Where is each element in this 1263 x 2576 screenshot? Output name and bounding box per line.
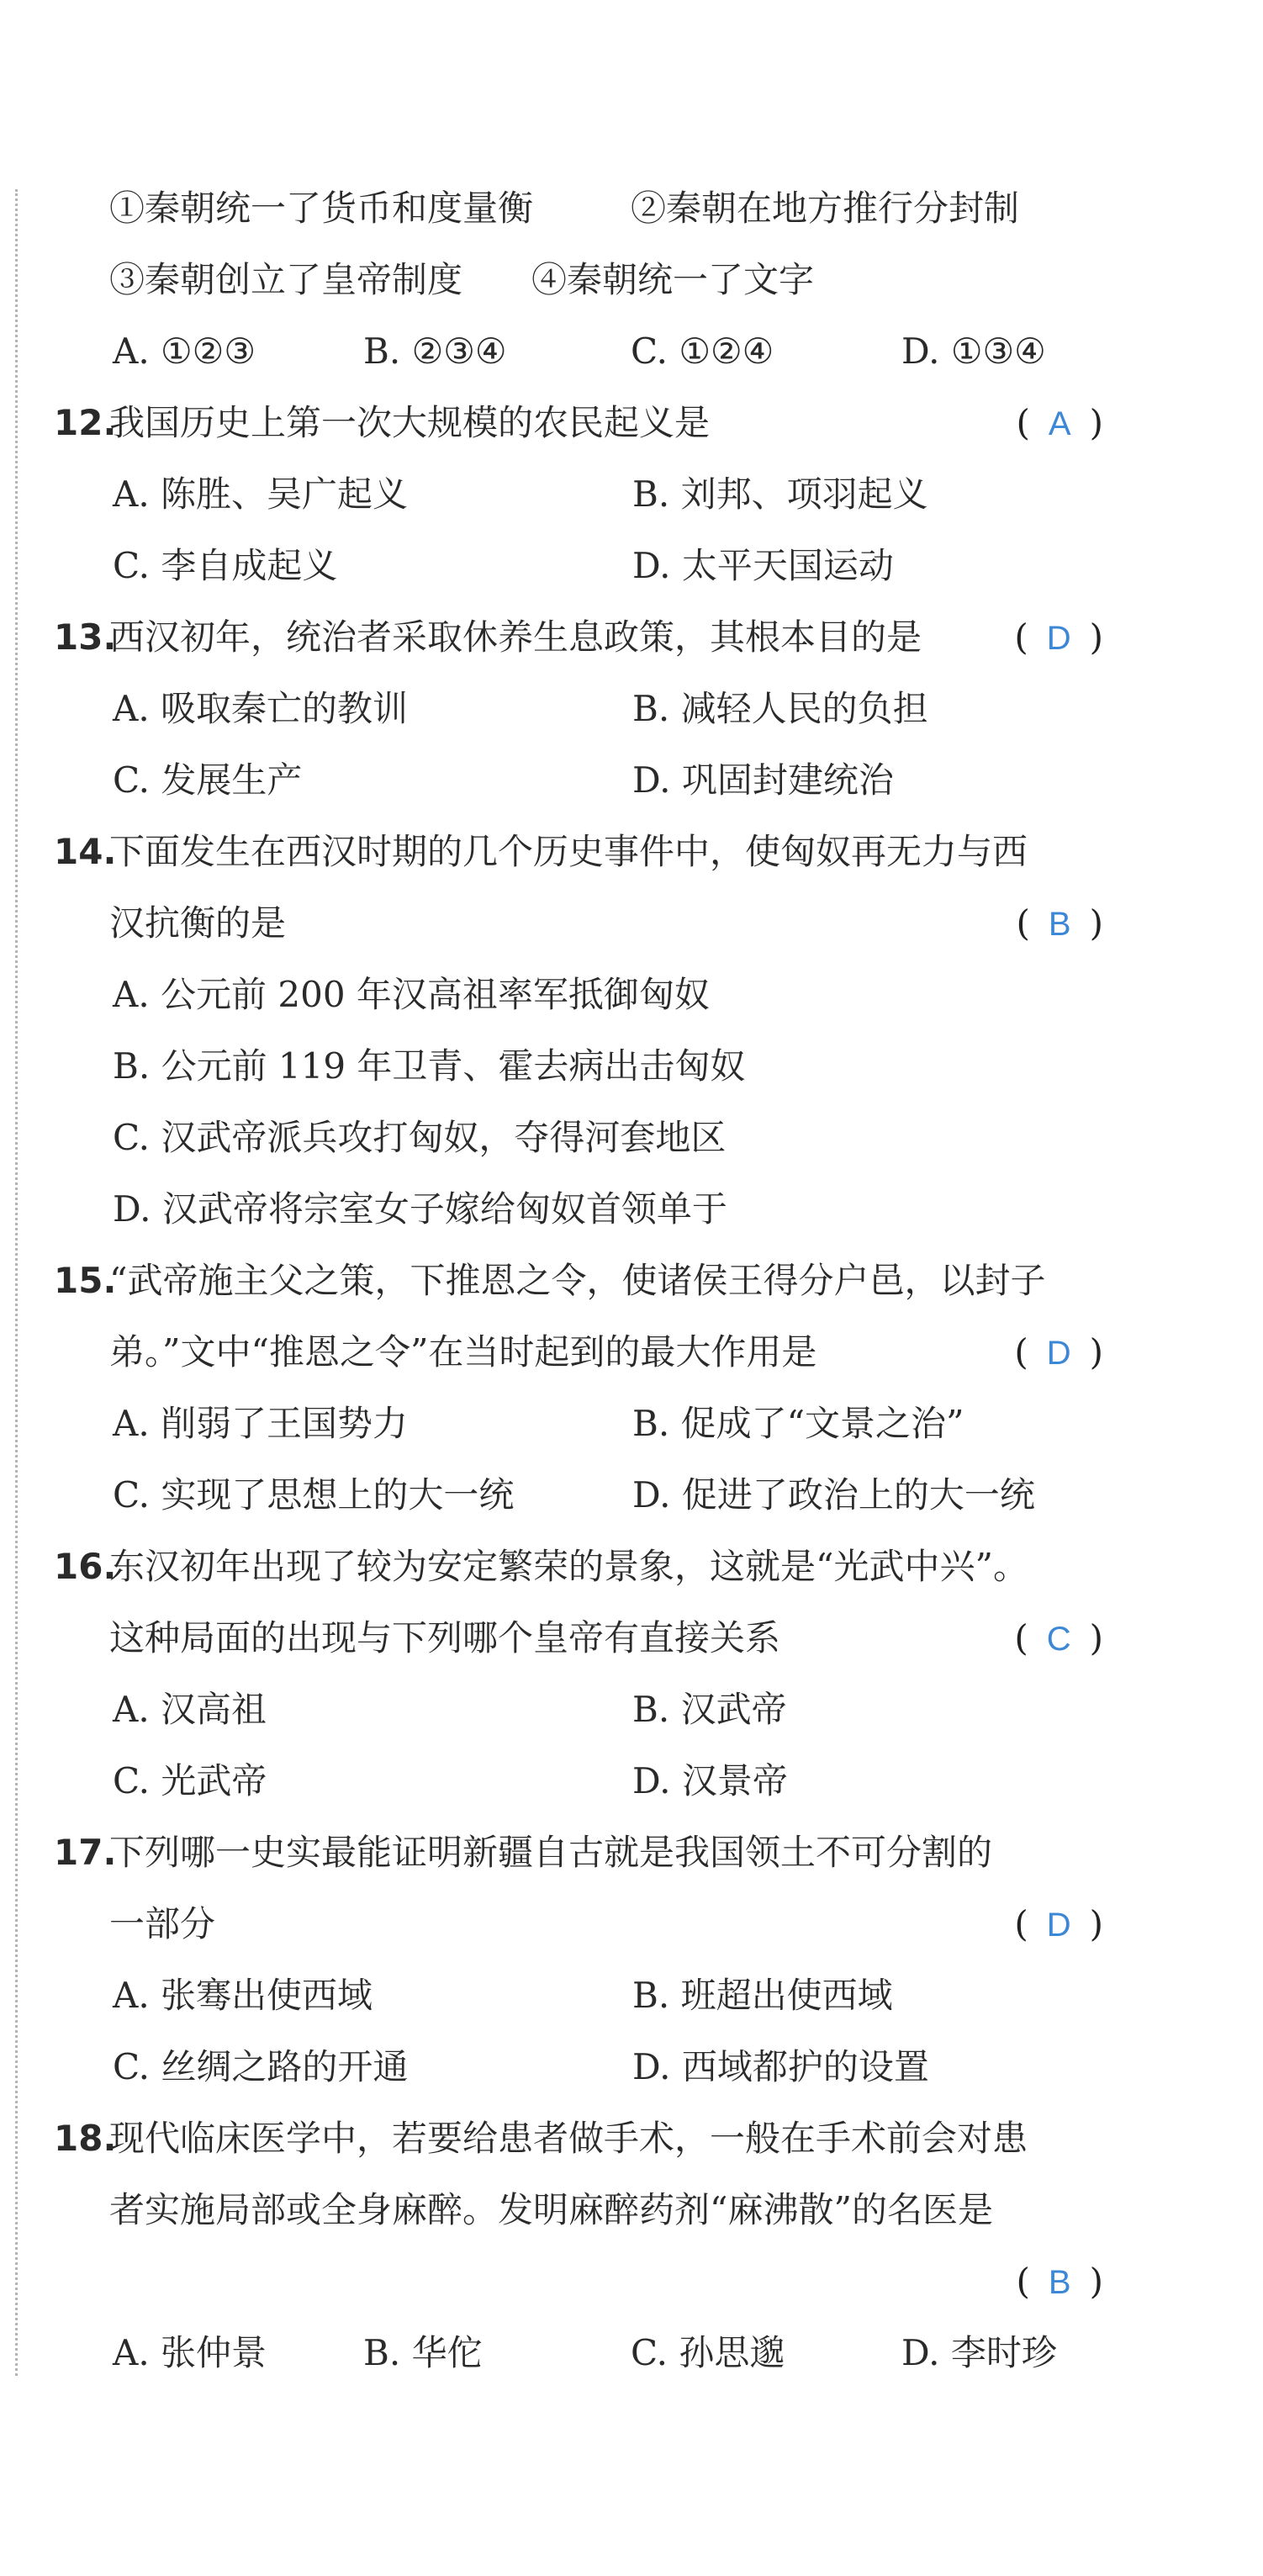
question-number: 17. xyxy=(54,1832,117,1873)
answer-line xyxy=(0,2245,1263,2318)
option-a: A. 公元前 200 年汉高祖率军抵御匈奴 xyxy=(113,974,710,1015)
option-d: D. 太平天国运动 xyxy=(632,545,894,586)
option-line xyxy=(0,1173,1263,1246)
options-row xyxy=(0,2317,1263,2389)
statements-row xyxy=(0,172,1263,245)
option-b: B. 汉武帝 xyxy=(632,1689,787,1730)
option-c: C. 光武帝 xyxy=(113,1760,267,1801)
option-d: D. 促进了政治上的大一统 xyxy=(632,1474,1035,1515)
option-c: C. 李自成起义 xyxy=(113,545,338,586)
answer-letter: D xyxy=(1046,1907,1071,1944)
option-a: A. 张骞出使西域 xyxy=(113,1975,373,2016)
question-16-stem xyxy=(0,1531,1263,1603)
options-row xyxy=(0,1960,1263,2032)
option-b: B. 减轻人民的负担 xyxy=(632,688,928,729)
statement-3: ③秦朝创立了皇帝制度 xyxy=(109,259,463,300)
answer-letter: D xyxy=(1046,1335,1071,1372)
question-number: 12. xyxy=(54,402,117,443)
question-text: 者实施局部或全身麻醉。发明麻醉药剂“麻沸散”的名医是 xyxy=(109,2189,993,2230)
option-d: D. 汉武帝将宗室女子嫁给匈奴首领单于 xyxy=(113,1188,727,1230)
question-text: 我国历史上第一次大规模的农民起义是 xyxy=(109,402,711,443)
question-number: 15. xyxy=(54,1260,117,1301)
question-15-stem xyxy=(0,1245,1263,1317)
question-14-stem xyxy=(0,816,1263,888)
question-text: 下面发生在西汉时期的几个历史事件中，使匈奴再无力与西 xyxy=(109,831,1028,872)
answer-letter: C xyxy=(1046,1621,1071,1658)
option-a: A. 吸取秦亡的教训 xyxy=(113,688,409,729)
answer-bracket: ( D ) xyxy=(1014,616,1103,658)
answer-bracket: ( C ) xyxy=(1014,1617,1103,1658)
answer-letter: D xyxy=(1046,620,1071,657)
question-text: 汉抗衡的是 xyxy=(109,902,287,944)
question-17-stem-cont xyxy=(0,1888,1263,1960)
question-number: 18. xyxy=(54,2118,117,2159)
option-d: D. ①③④ xyxy=(901,331,1046,372)
option-b: B. ②③④ xyxy=(363,331,507,372)
question-text: 东汉初年出现了较为安定繁荣的景象，这就是“光武中兴”。 xyxy=(109,1546,1028,1587)
question-text: 弟。”文中“推恩之令”在当时起到的最大作用是 xyxy=(109,1331,817,1373)
answer-letter: A xyxy=(1048,405,1071,442)
question-text: 下列哪一史实最能证明新疆自古就是我国领土不可分割的 xyxy=(109,1832,993,1873)
option-d: D. 西域都护的设置 xyxy=(632,2046,929,2087)
option-a: A. 陈胜、吴广起义 xyxy=(113,473,409,515)
options-row xyxy=(0,1388,1263,1460)
question-18-stem xyxy=(0,2103,1263,2175)
option-c: C. 丝绸之路的开通 xyxy=(113,2046,409,2087)
option-line xyxy=(0,1102,1263,1174)
question-text: 西汉初年，统治者采取休养生息政策，其根本目的是 xyxy=(109,616,922,658)
option-b: B. 促成了“文景之治” xyxy=(632,1403,964,1444)
option-a: A. 张仲景 xyxy=(113,2332,267,2373)
question-18-stem-cont xyxy=(0,2174,1263,2246)
option-b: B. 公元前 119 年卫青、霍去病出击匈奴 xyxy=(113,1045,746,1087)
options-row xyxy=(0,458,1263,531)
statements-row xyxy=(0,244,1263,316)
options-row xyxy=(0,1745,1263,1817)
option-a: A. 削弱了王国势力 xyxy=(113,1403,409,1444)
answer-bracket: ( D ) xyxy=(1014,1903,1103,1944)
answer-letter: B xyxy=(1048,906,1071,943)
statement-4: ④秦朝统一了文字 xyxy=(531,259,815,300)
answer-bracket: ( B ) xyxy=(1016,2261,1103,2302)
options-row xyxy=(0,1674,1263,1746)
options-row xyxy=(0,1459,1263,1531)
question-text: 一部分 xyxy=(109,1903,216,1944)
option-d: D. 巩固封建统治 xyxy=(632,759,894,801)
options-row xyxy=(0,315,1263,388)
options-row xyxy=(0,673,1263,745)
answer-bracket: ( B ) xyxy=(1016,902,1103,944)
question-number: 13. xyxy=(54,616,117,658)
question-number: 16. xyxy=(54,1546,117,1587)
option-a: A. 汉高祖 xyxy=(113,1689,267,1730)
question-12-stem xyxy=(0,387,1263,459)
options-row xyxy=(0,530,1263,602)
question-text: “武帝施主父之策，下推恩之令，使诸侯王得分户邑，以封子 xyxy=(109,1260,1046,1301)
option-d: D. 汉景帝 xyxy=(632,1760,788,1801)
option-a: A. ①②③ xyxy=(113,331,256,372)
question-14-stem-cont xyxy=(0,887,1263,960)
question-number: 14. xyxy=(54,831,117,872)
option-line xyxy=(0,1030,1263,1103)
question-13-stem xyxy=(0,601,1263,674)
option-d: D. 李时珍 xyxy=(901,2332,1057,2373)
option-line xyxy=(0,959,1263,1031)
answer-bracket: ( D ) xyxy=(1014,1331,1103,1373)
question-15-stem-cont xyxy=(0,1316,1263,1389)
options-row xyxy=(0,744,1263,817)
question-16-stem-cont xyxy=(0,1602,1263,1674)
option-c: C. ①②④ xyxy=(631,331,774,372)
option-c: C. 汉武帝派兵攻打匈奴，夺得河套地区 xyxy=(113,1117,727,1158)
question-text: 现代临床医学中，若要给患者做手术，一般在手术前会对患 xyxy=(109,2118,1028,2159)
option-c: C. 发展生产 xyxy=(113,759,303,801)
options-row xyxy=(0,2031,1263,2103)
option-c: C. 孙思邈 xyxy=(631,2332,785,2373)
option-b: B. 华佗 xyxy=(363,2332,483,2373)
statement-1-2: ①秦朝统一了货币和度量衡 xyxy=(109,188,534,229)
option-c: C. 实现了思想上的大一统 xyxy=(113,1474,515,1515)
answer-letter: B xyxy=(1048,2264,1071,2301)
option-b: B. 刘邦、项羽起义 xyxy=(632,473,928,515)
question-17-stem xyxy=(0,1817,1263,1889)
question-text: 这种局面的出现与下列哪个皇帝有直接关系 xyxy=(109,1617,781,1658)
answer-bracket: ( A ) xyxy=(1016,402,1103,443)
option-b: B. 班超出使西域 xyxy=(632,1975,893,2016)
statement-2: ②秦朝在地方推行分封制 xyxy=(631,188,1020,229)
